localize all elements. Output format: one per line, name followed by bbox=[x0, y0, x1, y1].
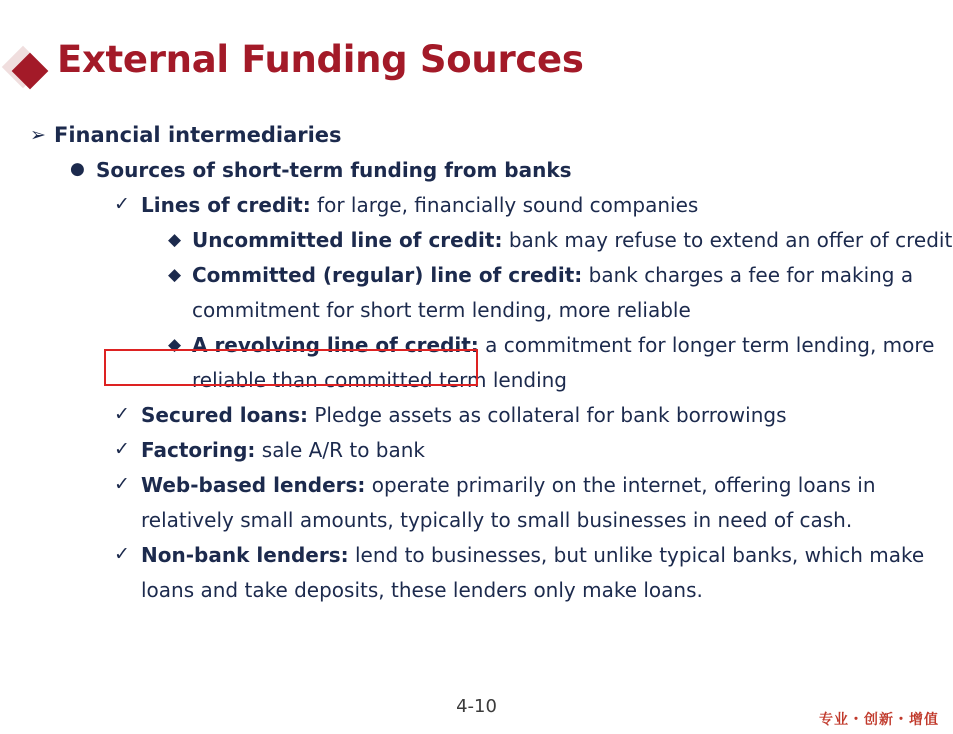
diamond-bullet-icon: ◆ bbox=[168, 230, 182, 250]
outline-item-text bbox=[192, 258, 953, 328]
outline-item-text bbox=[141, 433, 953, 468]
outline-item-lead: Secured loans: bbox=[141, 403, 309, 427]
outline-item-lead: Web-based lenders: bbox=[141, 473, 366, 497]
outline-item-rest: lend to businesses, but unlike typical banks, which make loans and take deposits, these lenders only make loans. bbox=[141, 543, 925, 602]
arrow-bullet-icon: ➢ bbox=[30, 124, 46, 146]
outline-item-text bbox=[192, 223, 953, 258]
outline-item-lead: Financial intermediaries bbox=[54, 123, 342, 147]
outline-item-text bbox=[141, 398, 953, 433]
outline-item bbox=[108, 188, 953, 223]
outline-item-text bbox=[141, 538, 953, 608]
check-bullet-icon: ✓ bbox=[114, 403, 130, 425]
diamond-bullet-icon: ◆ bbox=[168, 265, 182, 285]
outline-item-text bbox=[96, 153, 953, 188]
check-bullet-icon: ✓ bbox=[114, 543, 130, 565]
check-bullet-icon: ✓ bbox=[114, 438, 130, 460]
outline-item bbox=[108, 433, 953, 468]
outline-item-rest: sale A/R to bank bbox=[255, 438, 425, 462]
outline-item-lead: Uncommitted line of credit: bbox=[192, 228, 503, 252]
outline-item bbox=[108, 398, 953, 433]
outline-item bbox=[160, 223, 953, 258]
dot-bullet-icon: ● bbox=[70, 159, 85, 179]
outline-item-lead: Non-bank lenders: bbox=[141, 543, 349, 567]
outline-item-lead: Committed (regular) line of credit: bbox=[192, 263, 583, 287]
diamond-marker-icon bbox=[6, 50, 50, 94]
outline-item bbox=[16, 118, 953, 153]
check-bullet-icon: ✓ bbox=[114, 193, 130, 215]
highlight-box bbox=[104, 349, 478, 386]
outline-item bbox=[108, 538, 953, 608]
outline-item-rest: bank may refuse to extend an offer of credit bbox=[502, 228, 953, 252]
outline-item bbox=[108, 468, 953, 538]
footer-tagline: 专业・创新・增值 bbox=[819, 712, 939, 728]
outline-item-text bbox=[141, 188, 953, 223]
outline-item-lead: Lines of credit: bbox=[141, 193, 311, 217]
outline-item-text bbox=[141, 468, 953, 538]
outline-item-lead: Factoring: bbox=[141, 438, 256, 462]
outline-item-lead: A revolving line of credit: bbox=[192, 333, 479, 357]
outline-item bbox=[160, 258, 953, 328]
outline-item-lead: Sources of short-term funding from banks bbox=[96, 158, 572, 182]
outline-item-text bbox=[54, 118, 953, 153]
outline-item-rest: bank charges a fee for making a commitment for short term lending, more reliable bbox=[192, 263, 914, 322]
outline-item-rest: for large, financially sound companies bbox=[310, 193, 699, 217]
outline-item-rest: operate primarily on the internet, offering loans in relatively small amounts, typically to small businesses in need of cash. bbox=[141, 473, 876, 532]
outline-item-rest: Pledge assets as collateral for bank borrowings bbox=[308, 403, 787, 427]
page-title: External Funding Sources bbox=[57, 38, 584, 81]
outline-item-rest: a commitment for longer term lending, more reliable than committed term lending bbox=[192, 333, 935, 392]
slide-title-row bbox=[0, 38, 953, 100]
page-number: 4-10 bbox=[456, 696, 497, 717]
outline-item bbox=[58, 153, 953, 188]
diamond-bullet-icon: ◆ bbox=[168, 335, 182, 355]
check-bullet-icon: ✓ bbox=[114, 473, 130, 495]
